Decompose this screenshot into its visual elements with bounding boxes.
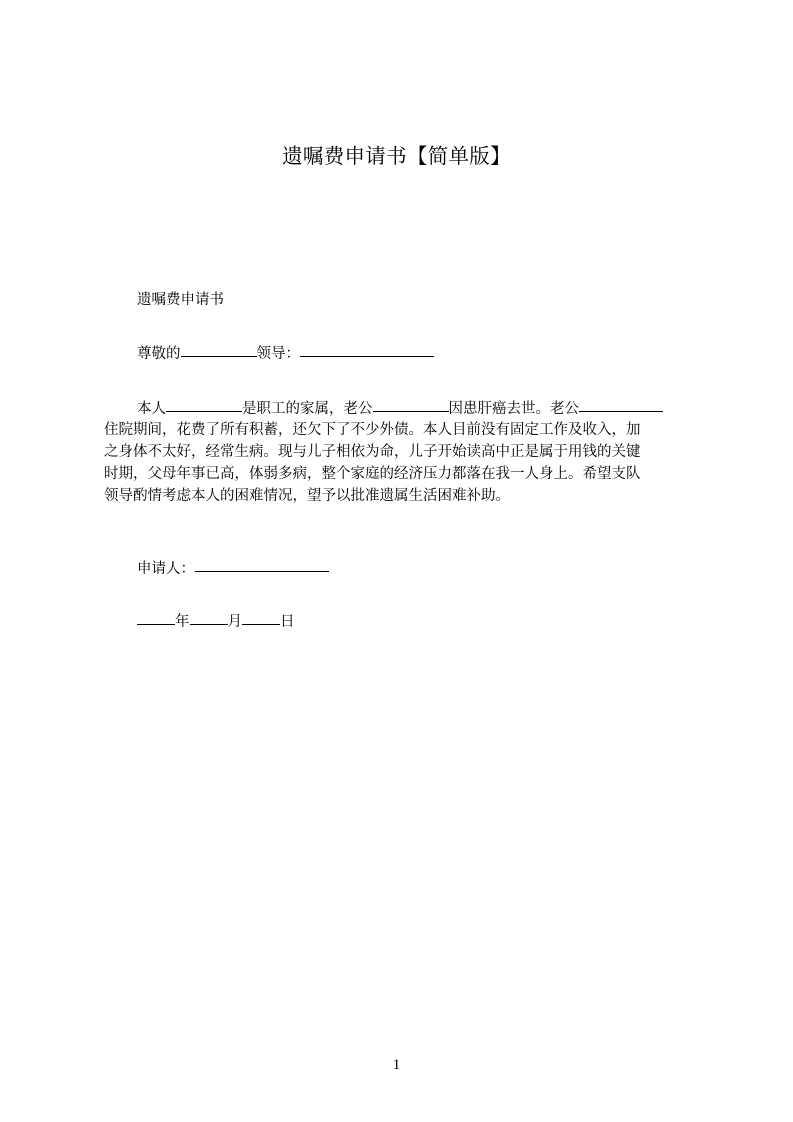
body-line-5: 领导酌情考虑本人的困难情况，望予以批准遗属生活困难补助。 [104, 488, 510, 504]
date-line [137, 610, 295, 633]
year-blank [137, 610, 175, 625]
month-label: 月 [227, 614, 242, 630]
leader-name-blank [181, 342, 257, 357]
husband-name-blank [373, 397, 449, 412]
salutation-middle: 领导： [256, 346, 300, 362]
document-title: 遗嘱费申请书【简单版】 [282, 144, 511, 168]
body-paragraph [104, 397, 701, 507]
husband-name-blank-2 [579, 397, 663, 412]
applicant-line [137, 557, 329, 580]
applicant-name-blank [166, 397, 242, 412]
body-line-2: 住院期间，花费了所有积蓄，还欠下了不少外债。本人目前没有固定工作及收入，加 [104, 422, 641, 438]
body-line-1 [104, 397, 701, 419]
body-line-1-middle2: 因患肝癌去世。老公 [448, 401, 579, 417]
year-label: 年 [175, 614, 190, 630]
body-line-1-middle1: 是职工的家属，老公 [242, 401, 373, 417]
salutation-prefix: 尊敬的 [137, 346, 181, 362]
body-line-3: 之身体不太好，经常生病。现与儿子相依为命，儿子开始读高中正是属于用钱的关键 [104, 444, 641, 460]
day-label: 日 [280, 614, 295, 630]
salutation-blank [300, 342, 434, 357]
body-line-1-prefix: 本人 [137, 401, 166, 417]
month-blank [190, 610, 228, 625]
applicant-signature-blank [195, 557, 329, 572]
page-number: 1 [392, 1057, 401, 1073]
body-line-4: 时期，父母年事已高，体弱多病，整个家庭的经济压力都落在我一人身上。希望支队 [104, 466, 641, 482]
letter-heading: 遗嘱费申请书 [137, 292, 224, 308]
salutation-line [137, 342, 434, 365]
applicant-label: 申请人： [137, 561, 195, 577]
day-blank [242, 610, 280, 625]
